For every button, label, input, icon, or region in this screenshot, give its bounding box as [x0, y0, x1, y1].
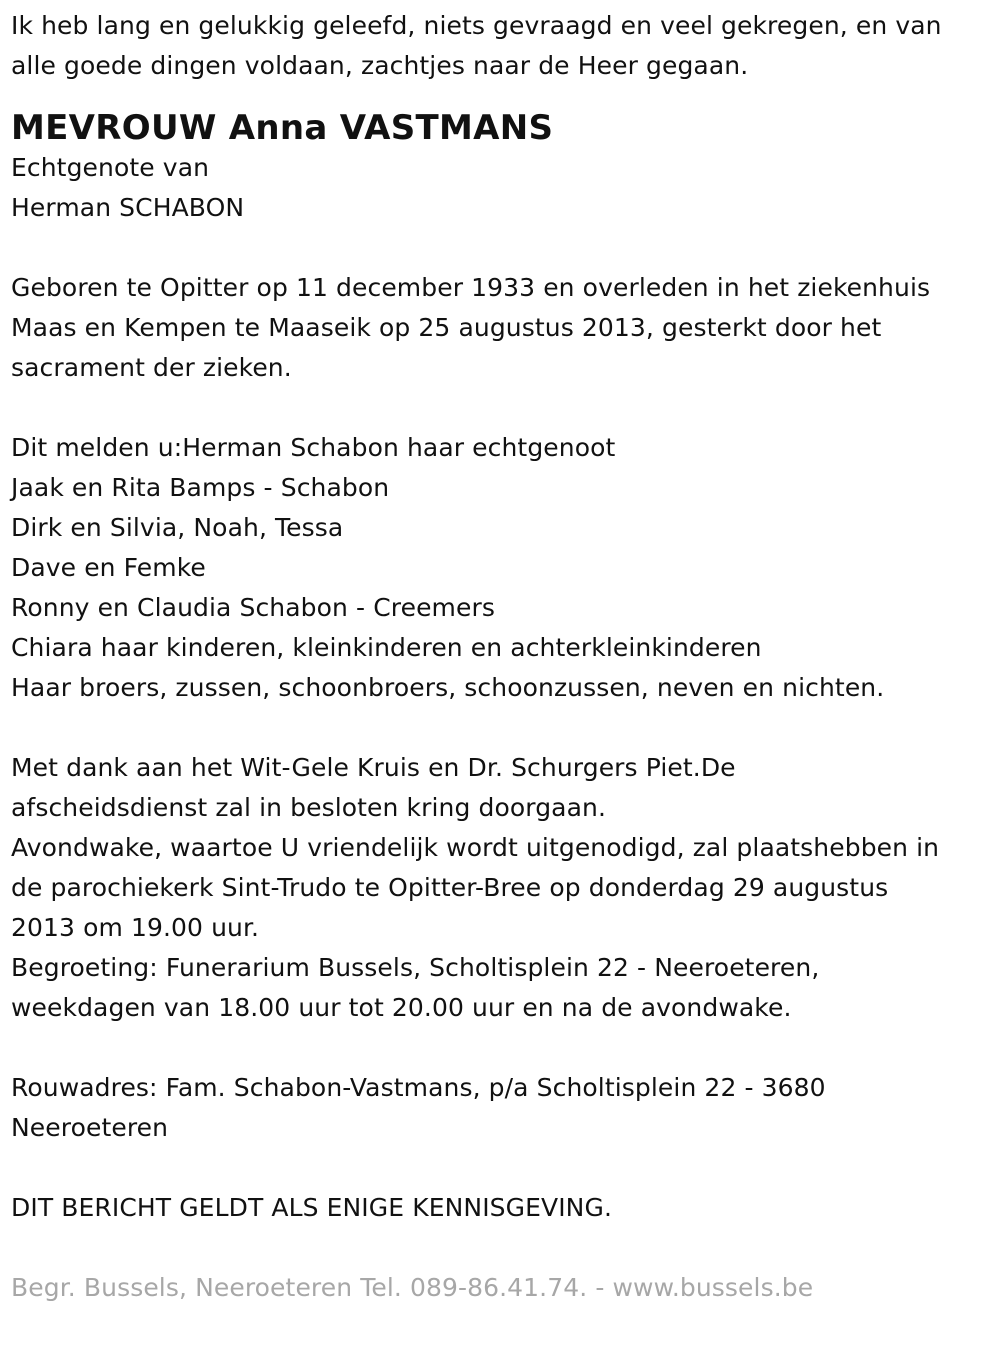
announcer-line: Jaak en Rita Bamps - Schabon	[11, 473, 390, 502]
service-line: weekdagen van 18.00 uur tot 20.00 uur en na de avondwake.	[11, 993, 792, 1022]
spacer	[11, 708, 991, 748]
obituary-notice	[11, 6, 991, 1308]
intro-line: alle goede dingen voldaan, zachtjes naar de Heer gegaan.	[11, 51, 749, 80]
service-line: Met dank aan het Wit-Gele Kruis en Dr. Schurgers Piet.De	[11, 753, 736, 782]
deceased-block	[11, 108, 991, 228]
official-notice: DIT BERICHT GELDT ALS ENIGE KENNISGEVING.	[11, 1193, 612, 1222]
spacer	[11, 1228, 991, 1268]
service-line: Avondwake, waartoe U vriendelijk wordt uitgenodigd, zal plaatshebben in	[11, 833, 940, 862]
service-line: Begroeting: Funerarium Bussels, Scholtisplein 22 - Neeroeteren,	[11, 953, 820, 982]
thanks-and-service	[11, 748, 991, 1028]
announcer-line: Dit melden u:Herman Schabon haar echtgenoot	[11, 433, 616, 462]
spacer	[11, 1028, 991, 1068]
mourning-address	[11, 1068, 991, 1148]
address-line: Neeroeteren	[11, 1113, 169, 1142]
paragraph-line: Maas en Kempen te Maaseik op 25 augustus 2013, gesterkt door het	[11, 313, 882, 342]
spouse-name: Herman SCHABON	[11, 193, 245, 222]
birth-death-paragraph	[11, 268, 991, 388]
service-line: afscheidsdienst zal in besloten kring doorgaan.	[11, 793, 606, 822]
announcer-line: Dirk en Silvia, Noah, Tessa	[11, 513, 344, 542]
spacer	[11, 86, 991, 108]
intro-line: Ik heb lang en gelukkig geleefd, niets gevraagd en veel gekregen, en van	[11, 11, 942, 40]
address-line: Rouwadres: Fam. Schabon-Vastmans, p/a Scholtisplein 22 - 3680	[11, 1073, 826, 1102]
intro-verse	[11, 6, 991, 86]
service-line: 2013 om 19.00 uur.	[11, 913, 260, 942]
spacer	[11, 1148, 991, 1188]
announcer-line: Chiara haar kinderen, kleinkinderen en achterkleinkinderen	[11, 633, 762, 662]
service-line: de parochiekerk Sint-Trudo te Opitter-Bree op donderdag 29 augustus	[11, 873, 889, 902]
spacer	[11, 228, 991, 268]
paragraph-line: Geboren te Opitter op 11 december 1933 en overleden in het ziekenhuis	[11, 273, 931, 302]
funeral-home-footer: Begr. Bussels, Neeroeteren Tel. 089-86.41.74. - www.bussels.be	[11, 1273, 814, 1302]
spacer	[11, 388, 991, 428]
announcer-line: Haar broers, zussen, schoonbroers, schoonzussen, neven en nichten.	[11, 673, 885, 702]
announcer-line: Ronny en Claudia Schabon - Creemers	[11, 593, 495, 622]
announcers-list	[11, 428, 991, 708]
deceased-name: MEVROUW Anna VASTMANS	[11, 108, 554, 148]
announcer-line: Dave en Femke	[11, 553, 206, 582]
spouse-label: Echtgenote van	[11, 153, 210, 182]
paragraph-line: sacrament der zieken.	[11, 353, 292, 382]
